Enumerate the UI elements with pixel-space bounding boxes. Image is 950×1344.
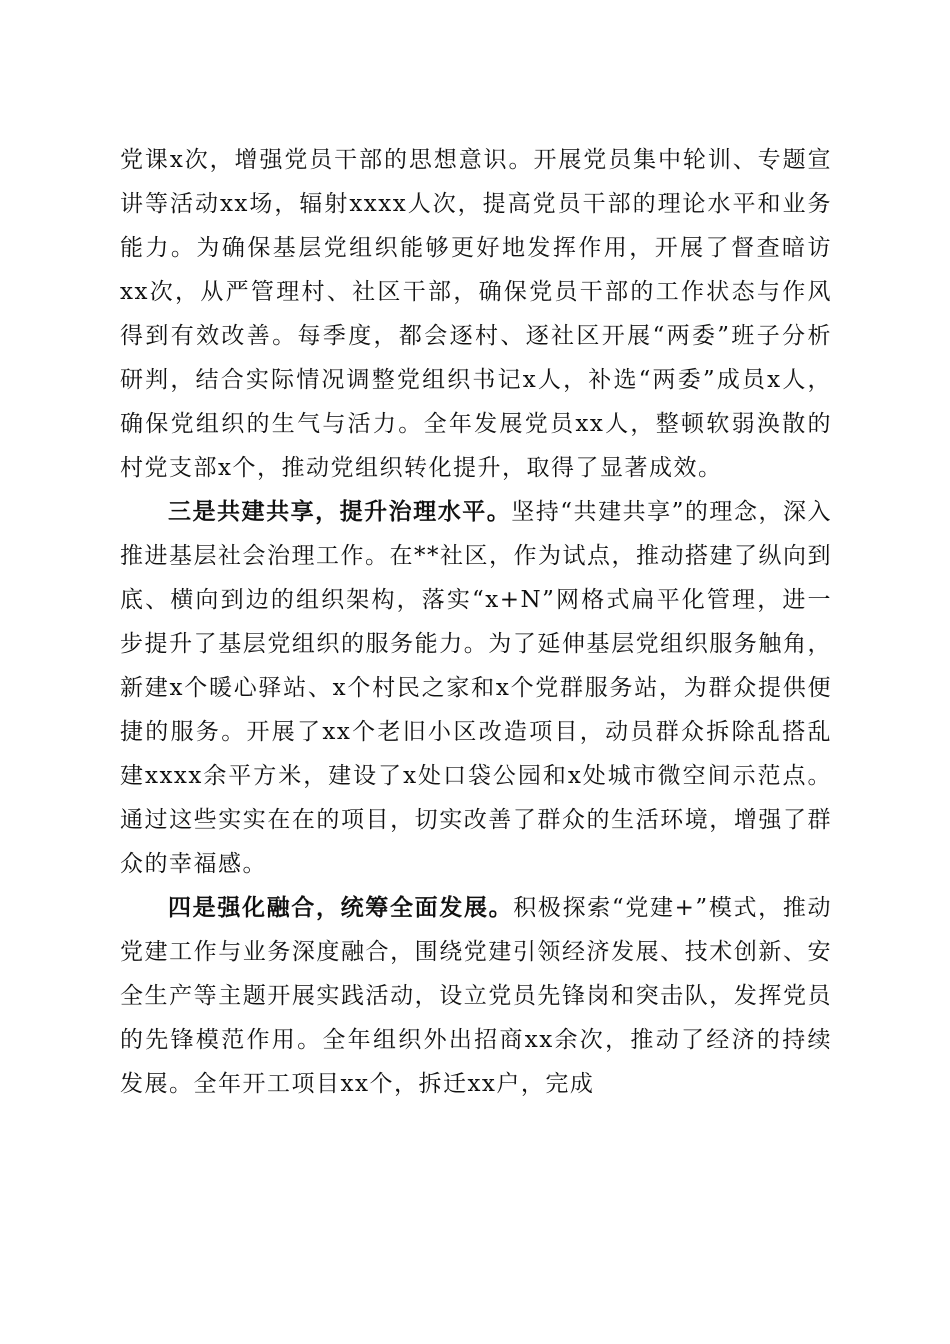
paragraph-text: 坚持“共建共享”的理念，深入推进基层社会治理工作。在**社区，作为试点，推动搭建了纵向到底、横向到边的组织架构，落实“x+N”网格式扁平化管理，进一步提升了基层党组织的服务能力。为了延伸基层党组织服务触角，新建x个暖心驿站、x个村民之家和x个党群服务站，为群众提供便捷的服务。开展了xx个老旧小区改造项目，动员群众拆除乱搭乱建xxxx余平方米，建设了x处口袋公园和x处城市微空间示范点。通过这些实实在在的项目，切实改善了群众的生活环境，增强了群众的幸福感。 [120,499,832,877]
paragraph-integration [120,886,832,1106]
paragraph-lead: 三是共建共享，提升治理水平。 [168,498,512,525]
paragraph-lead: 四是强化融合，统筹全面发展。 [168,894,514,921]
document-body [120,138,832,1106]
paragraph-text: 党课x次，增强党员干部的思想意识。开展党员集中轮训、专题宣讲等活动xx场，辐射xxxx人次，提高党员干部的理论水平和业务能力。为确保基层党组织能够更好地发挥作用，开展了督查暗访xx次，从严管理村、社区干部，确保党员干部的工作状态与作风得到有效改善。每季度，都会逐村、逐社区开展“两委”班子分析研判，结合实际情况调整党组织书记x人，补选“两委”成员x人，确保党组织的生气与活力。全年发展党员xx人，整顿软弱涣散的村党支部x个，推动党组织转化提升，取得了显著成效。 [120,147,832,481]
paragraph-party-education [120,138,832,490]
paragraph-text: 积极探索“党建+”模式，推动党建工作与业务深度融合，围绕党建引领经济发展、技术创新、安全生产等主题开展实践活动，设立党员先锋岗和突击队，发挥党员的先锋模范作用。全年组织外出招商xx余次，推动了经济的持续发展。全年开工项目xx个，拆迁xx户，完成 [120,895,832,1097]
paragraph-co-build-share [120,490,832,886]
